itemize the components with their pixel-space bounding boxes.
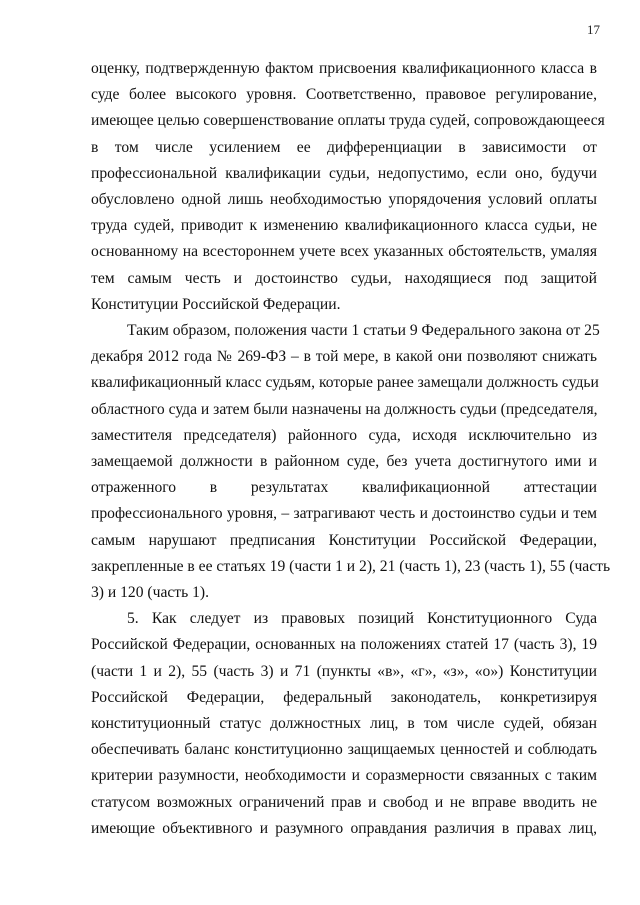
- text-line: основанному на всестороннем учете всех указанных обстоятельств, умаляя: [91, 243, 597, 261]
- text-line: обусловлено одной лишь необходимостью упорядочения условий оплаты: [91, 191, 597, 209]
- text-line: Российской Федерации, основанных на положениях статей 17 (часть 3), 19: [91, 636, 597, 654]
- text-line: Таким образом, положения части 1 статьи 9 Федерального закона от 25: [127, 322, 600, 340]
- text-line: имеющее целью совершенствование оплаты труда судей, сопровождающееся: [91, 112, 605, 130]
- text-line: Российской Федерации, федеральный законодатель, конкретизируя: [91, 688, 597, 706]
- text-line: 5. Как следует из правовых позиций Конституционного Суда: [127, 610, 597, 628]
- text-line: отраженного в результатах квалификационной аттестации: [91, 479, 597, 497]
- text-line: замещаемой должности в районном суде, без учета достигнутого ими и: [91, 453, 597, 471]
- paragraph: [91, 318, 611, 606]
- document-body: [91, 56, 611, 842]
- text-line: тем самым честь и достоинство судьи, находящиеся под защитой: [91, 269, 597, 287]
- text-line: профессиональной квалификации судьи, недопустимо, если оно, будучи: [91, 164, 597, 182]
- text-line: критерии разумности, необходимости и соразмерности связанных с таким: [91, 767, 597, 785]
- text-line: оценку, подтвержденную фактом присвоения квалификационного класса в: [91, 60, 597, 77]
- text-line: закрепленные в ее статьях 19 (части 1 и 2), 21 (часть 1), 23 (часть 1), 55 (часть: [91, 557, 611, 575]
- text-line: областного суда и затем были назначены на должность судьи (председателя,: [91, 400, 598, 418]
- text-line: конституционный статус должностных лиц, в том числе судей, обязан: [91, 715, 597, 733]
- text-line: труда судей, приводит к изменению квалификационного класса судьи, не: [91, 217, 597, 235]
- text-line: обеспечивать баланс конституционно защищаемых ценностей и соблюдать: [91, 741, 597, 759]
- paragraph: [91, 606, 597, 842]
- text-line: Конституции Российской Федерации.: [91, 295, 341, 313]
- text-line: квалификационный класс судьям, которые ранее замещали должность судьи: [91, 374, 599, 392]
- text-line: (части 1 и 2), 55 (часть 3) и 71 (пункты «в», «г», «з», «о») Конституции: [91, 662, 597, 680]
- text-line: декабря 2012 года № 269-ФЗ – в той мере, в какой они позволяют снижать: [91, 348, 597, 366]
- text-line: профессионального уровня, – затрагивают честь и достоинство судьи и тем: [91, 505, 597, 523]
- text-line: имеющие объективного и разумного оправдания различия в правах лиц,: [91, 819, 597, 837]
- paragraph: [91, 56, 605, 318]
- text-line: статусом возможных ограничений прав и свобод и не вправе вводить не: [91, 793, 597, 811]
- text-line: в том числе усилением ее дифференциации в зависимости от: [91, 138, 597, 156]
- text-line: 3) и 120 (часть 1).: [91, 584, 210, 602]
- text-line: суде более высокого уровня. Соответственно, правовое регулирование,: [91, 86, 597, 104]
- text-line: заместителя председателя) районного суда, исходя исключительно из: [91, 426, 597, 444]
- text-line: самым нарушают предписания Конституции Российской Федерации,: [91, 531, 597, 549]
- page-number: 17: [587, 22, 600, 37]
